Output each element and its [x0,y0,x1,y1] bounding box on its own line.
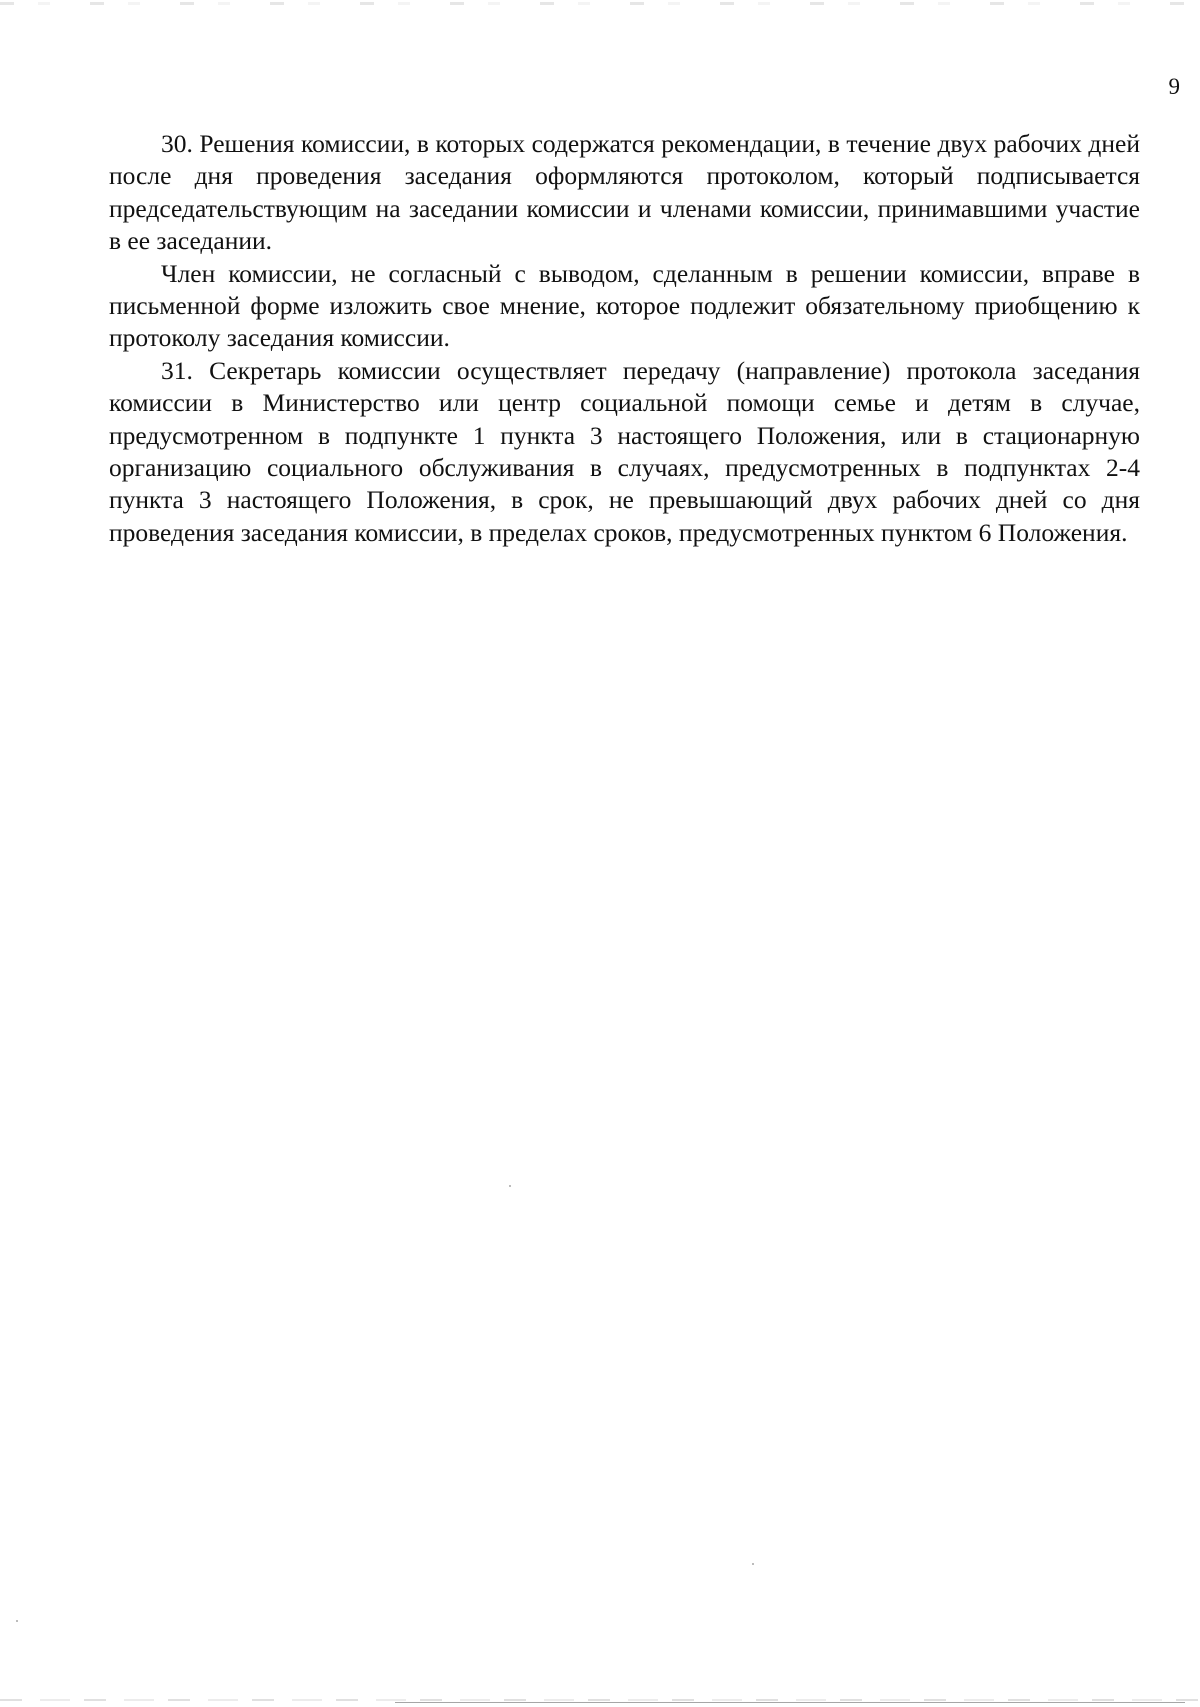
scan-edge-bottom [0,1699,1200,1701]
paragraph-30-dissent: Член комиссии, не согласный с выводом, сделанным в решении комиссии, вправе в письменной форме изложить свое мнение, которое подлежит обязательному приобщению к протоколу заседания комиссии. [109,258,1140,353]
document-body [109,128,1140,549]
paragraph-31: 31. Секретарь комиссии осуществляет передачу (направление) протокола заседания комиссии в Министерство или центр социальной помощи семье и детям в случае, предусмотренном в подпункте 1 пункта 3 настоящего Положения, или в стационарную организацию социального обслуживания в случаях, предусмотренных в подпунктах 2-4 пункта 3 настоящего Положения, в срок, не превышающий двух рабочих дней со дня проведения заседания комиссии, в пределах сроков, предусмотренных пунктом 6 Положения. [109,355,1140,547]
paragraph-30: 30. Решения комиссии, в которых содержатся рекомендации, в течение двух рабочих дней после дня проведения заседания оформляются протоколом, который подписывается председательствующим на заседании комиссии и членами комиссии, принимавшими участие в ее заседании. [109,129,1140,256]
scan-line-bottom [395,1702,1185,1703]
scan-speck [752,1563,754,1565]
scan-speck [509,1185,511,1187]
scan-edge-top [0,2,1200,5]
scan-speck [16,1620,18,1622]
page-number: 9 [1168,74,1180,99]
